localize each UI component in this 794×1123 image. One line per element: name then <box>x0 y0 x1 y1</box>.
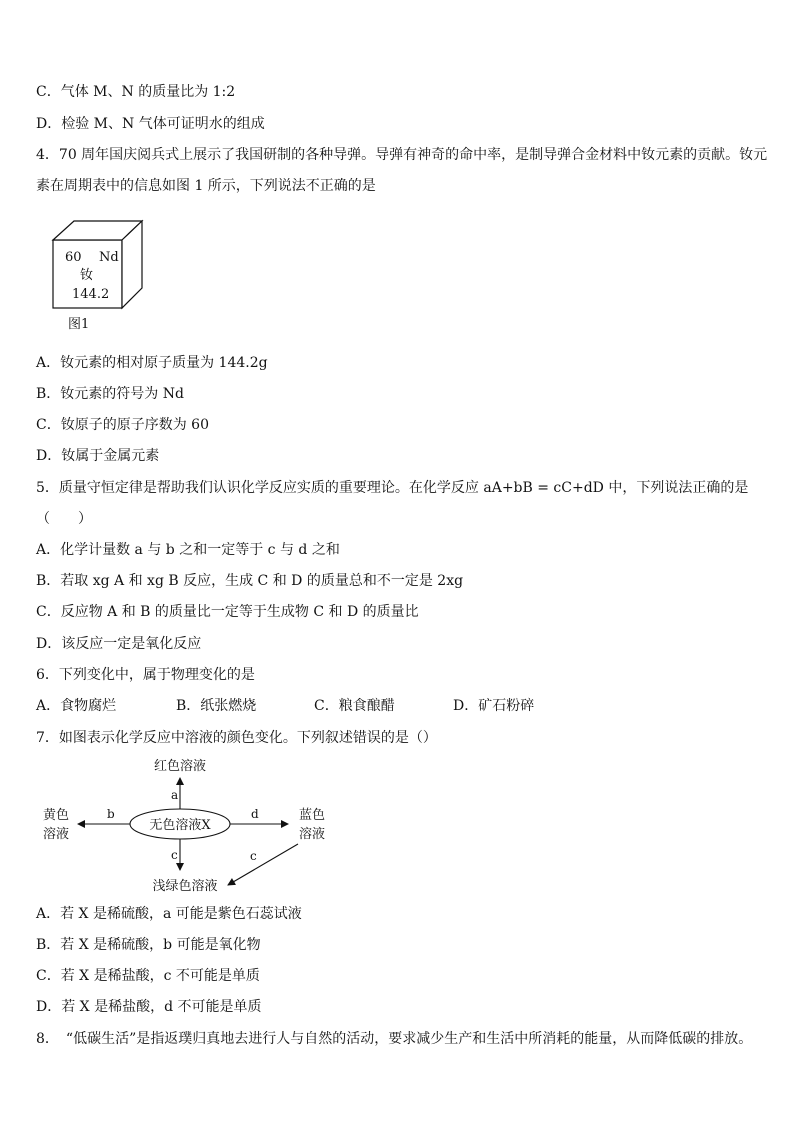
bottom-node: 浅绿色溶液 <box>152 879 218 894</box>
right-node-line2: 溶液 <box>298 827 326 842</box>
label-a: a <box>171 788 179 802</box>
q5-stem-line2: （ ） <box>36 511 92 527</box>
q5-option-b: B．若取 xg A 和 xg B 反应，生成 C 和 D 的质量总和不一定是 2xg <box>36 573 464 589</box>
q6-stem: 6．下列变化中，属于物理变化的是 <box>36 667 255 683</box>
q4-stem-line2: 素在周期表中的信息如图 1 所示，下列说法不正确的是 <box>36 178 376 194</box>
q7-option-a: A．若 X 是稀硫酸，a 可能是紫色石蕊试液 <box>36 906 302 922</box>
q6-option-c: C．粮食酿醋 <box>314 698 395 714</box>
element-symbol: Nd <box>99 250 119 265</box>
right-node-line1: 蓝色 <box>298 808 326 823</box>
arrow-c-diagonal <box>228 844 298 885</box>
q7-color-change-diagram <box>30 752 340 897</box>
element-atomic-number: 60 <box>65 250 82 265</box>
q4-stem-line1: 4．70 周年国庆阅兵式上展示了我国研制的各种导弹。导弹有神奇的命中率，是制导弹合金材料中钕元素的贡献。钕元 <box>36 147 768 163</box>
q6-option-d: D．矿石粉碎 <box>453 698 535 714</box>
q8-stem: 8． “低碳生活”是指返璞归真地去进行人与自然的活动，要求减少生产和生活中所消耗的能量，从而降低碳的排放。 <box>36 1031 753 1047</box>
element-mass: 144.2 <box>72 287 110 302</box>
element-name: 钕 <box>80 268 94 283</box>
q5-stem-line1: 5．质量守恒定律是帮助我们认识化学反应实质的重要理论。在化学反应 aA+bB = cC+dD 中，下列说法正确的是 <box>36 480 749 496</box>
q4-option-d: D．钕属于金属元素 <box>36 448 160 464</box>
q5-option-a: A．化学计量数 a 与 b 之和一定等于 c 与 d 之和 <box>36 542 340 558</box>
q7-option-c: C．若 X 是稀盐酸，c 不可能是单质 <box>36 968 260 984</box>
figure-caption: 图1 <box>68 317 90 332</box>
q7-stem: 7．如图表示化学反应中溶液的颜色变化。下列叙述错误的是（） <box>36 730 437 746</box>
q3-option-d: D．检验 M、N 气体可证明水的组成 <box>36 116 265 132</box>
left-node-line2: 溶液 <box>42 827 70 842</box>
q5-option-d: D．该反应一定是氧化反应 <box>36 636 202 652</box>
q4-element-figure <box>50 218 160 338</box>
q6-option-a: A．食物腐烂 <box>36 698 117 714</box>
q4-option-c: C．钕原子的原子序数为 60 <box>36 417 209 433</box>
label-d: d <box>251 807 259 821</box>
q5-option-c: C．反应物 A 和 B 的质量比一定等于生成物 C 和 D 的质量比 <box>36 604 419 620</box>
label-c-diagonal: c <box>250 849 257 863</box>
q4-option-a: A．钕元素的相对原子质量为 144.2g <box>36 355 268 371</box>
left-node-line1: 黄色 <box>42 808 70 823</box>
center-label: 无色溶液X <box>149 818 211 833</box>
q7-option-b: B．若 X 是稀硫酸，b 可能是氧化物 <box>36 937 261 953</box>
top-node: 红色溶液 <box>153 759 207 774</box>
q3-option-c: C．气体 M、N 的质量比为 1:2 <box>36 84 236 100</box>
q4-option-b: B．钕元素的符号为 Nd <box>36 386 184 402</box>
q6-option-b: B．纸张燃烧 <box>176 698 257 714</box>
label-b: b <box>107 807 115 821</box>
q7-option-d: D．若 X 是稀盐酸，d 不可能是单质 <box>36 999 262 1015</box>
label-c-down: c <box>171 848 178 862</box>
